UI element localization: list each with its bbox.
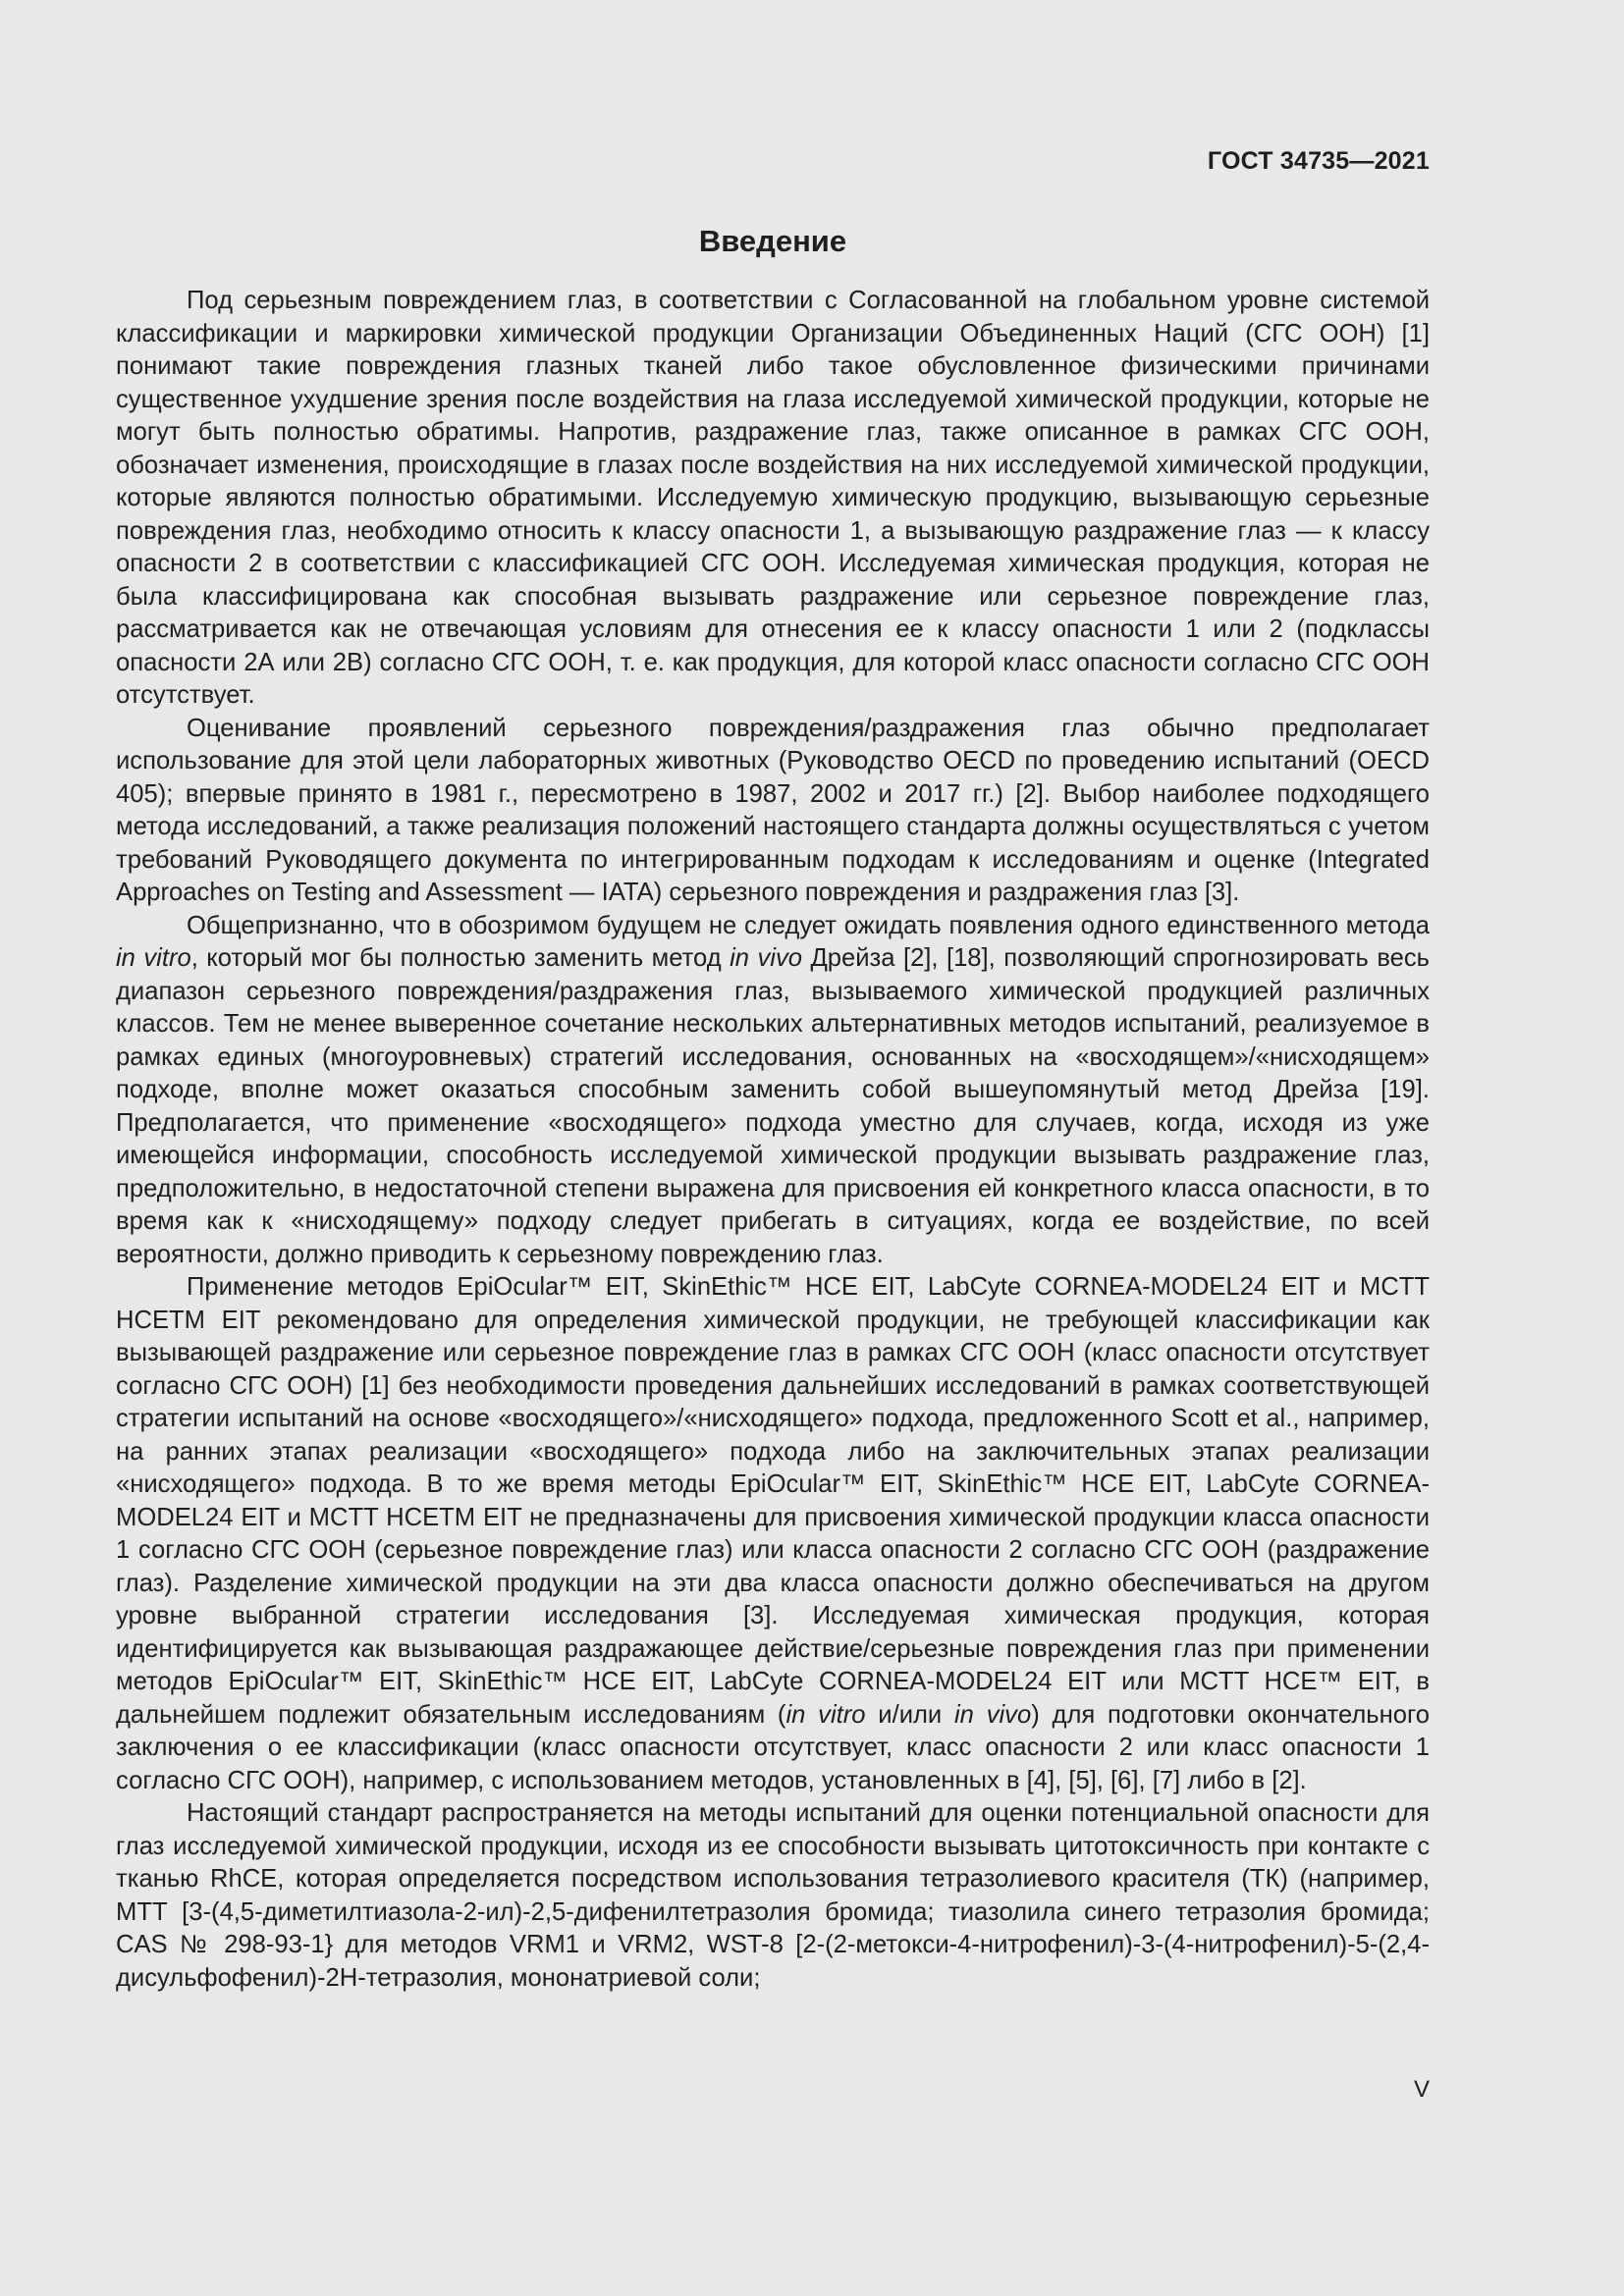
text-run: Оценивание проявлений серьезного повреждения/раздражения глаз обычно предполагает использование для этой цели лабораторных животных (Руководство OECD по проведению испытаний (OECD 405); впервые принято в 1981 г., пересмотрено в 1987, 2002 и 2017 гг.) [2]. Выбор наиболее подходящего метода исследований, а также реализация положений настоящего стандарта должны осуществляться с учетом требований Руководящего документа по интегрированным подходам к исследованиям и оценке (Integrated Approaches on Testing and Assessment — IATA) серьезного повреждения и раздражения глаз [3]. [116, 714, 1430, 906]
document-code: ГОСТ 34735—2021 [1207, 147, 1430, 175]
text-run: Применение методов EpiOcular™ EIT, SkinEthic™ HCE EIT, LabCyte CORNEA-MODEL24 EIT и MCTT HCETM EIT рекомендовано для определения химической продукции, не требующей классификации как вызывающей раздражение или серьезное повреждение глаз в рамках СГС ООН (класс опасности отсутствует согласно СГС ООН) [1] без необходимости проведения дальнейших исследований в рамках соответствующей стратегии испытаний на основе «восходящего»/«нисходящего» подхода, предложенного Scott et al., например, на ранних этапах реализации «восходящего» подхода либо на заключительных этапах реализации «нисходящего» подхода. В то же время методы EpiOcular™ EIT, SkinEthic™ HCE EIT, LabCyte CORNEA-MODEL24 EIT и MCTT HCETM EIT не предназначены для присвоения химической продукции класса опасности 1 согласно СГС ООН (серьезное повреждение глаз) или класса опасности 2 согласно СГС ООН (раздражение глаз). Разделение химической продукции на эти два класса опасности должно обеспечиваться на другом уровне выбранной стратегии исследования [3]. Исследуемая химическая продукция, которая идентифицируется как вызывающая раздражающее действие/серьезные повреждения глаз при применении методов EpiOcular™ EIT, SkinEthic™ HCE EIT, LabCyte CORNEA-MODEL24 EIT или MCTT HCE™ EIT, в дальнейшем подлежит обязательным исследованиям ( [116, 1273, 1430, 1729]
body-text [116, 285, 1430, 1995]
text-run: ) для подготовки окончательного заключения о ее классификации (класс опасности отсутствует, класс опасности 2 или класс опасности 1 согласно СГС ООН), например, с использованием методов, установленных в [4], [5], [6], [7] либо в [2]. [116, 1700, 1431, 1794]
text-run: и/или [865, 1700, 954, 1729]
section-title: Введение [698, 224, 847, 258]
paragraph [116, 910, 1430, 1272]
text-run: Настоящий стандарт распространяется на методы испытаний для оценки потенциальной опасности для глаз исследуемой химической продукции, исходя из ее способности вызывать цитотоксичность при контакте с тканью RhCE, которая определяется посредством использования тетразолиевого красителя (ТК) (например, МТТ [3-(4,5-диметилтиазола-2-ил)-2,5-дифенилтетразолия бромида; тиазолила синего тетразолия бромида; CAS № 298-93-1} для методов VRM1 и VRM2, WST-8 [2-(2-метокси-4-нитрофенил)-3-(4-нитрофенил)-5-(2,4-дисульфофенил)-2H-тетразолия, мононатриевой соли; [116, 1799, 1430, 1992]
italic-term: in vivo [954, 1700, 1032, 1729]
page-number: V [1413, 2076, 1430, 2103]
italic-term: in vivo [730, 944, 802, 972]
paragraph [116, 713, 1430, 910]
italic-term: in vitro [785, 1700, 866, 1729]
italic-term: in vitro [116, 944, 191, 972]
paragraph [116, 285, 1430, 713]
text-run: Дрейза [2], [18], позволяющий спрогнозировать весь диапазон серьезного повреждения/раздражения глаз, вызываемого химической продукцией различных классов. Тем не менее выверенное сочетание нескольких альтернативных методов испытаний, реализуемое в рамках единых (многоуровневых) стратегий исследования, основанных на «восходящем»/«нисходящем» подходе, вполне может оказаться способным заменить собой вышеупомянутый метод Дрейза [19]. Предполагается, что применение «восходящего» подхода уместно для случаев, когда, исходя из уже имеющейся информации, способность исследуемой химической продукции вызывать раздражение глаз, предположительно, в недостаточной степени выражена для присвоения ей конкретного класса опасности, в то время как к «нисходящему» подходу следует прибегать в ситуациях, когда ее воздействие, по всей вероятности, должно приводить к серьезному повреждению глаз. [116, 944, 1431, 1268]
text-run: Общепризнанно, что в обозримом будущем не следует ожидать появления одного единственного метода [187, 911, 1430, 939]
text-run: Под серьезным повреждением глаз, в соответствии с Согласованной на глобальном уровне системой классификации и маркировки химической продукции Организации Объединенных Наций (СГС ООН) [1] понимают такие повреждения глазных тканей либо такое обусловленное физическими причинами существенное ухудшение зрения после воздействия на глаза исследуемой химической продукции, которые не могут быть полностью обратимы. Напротив, раздражение глаз, также описанное в рамках СГС ООН, обозначает изменения, происходящие в глазах после воздействия на них исследуемой химической продукции, которые являются полностью обратимыми. Исследуемую химическую продукцию, вызывающую серьезные повреждения глаз, необходимо относить к классу опасности 1, а вызывающую раздражение глаз — к классу опасности 2 в соответствии с классификацией СГС ООН. Исследуемая химическая продукция, которая не была классифицирована как способная вызывать раздражение или серьезное повреждение глаз, рассматривается как не отвечающая условиям для отнесения ее к классу опасности 1 или 2 (подклассы опасности 2А или 2В) согласно СГС ООН, т. е. как продукция, для которой класс опасности согласно СГС ООН отсутствует. [116, 287, 1430, 709]
paragraph [116, 1797, 1430, 1995]
text-run: , который мог бы полностью заменить метод [190, 944, 731, 972]
paragraph [116, 1271, 1430, 1797]
